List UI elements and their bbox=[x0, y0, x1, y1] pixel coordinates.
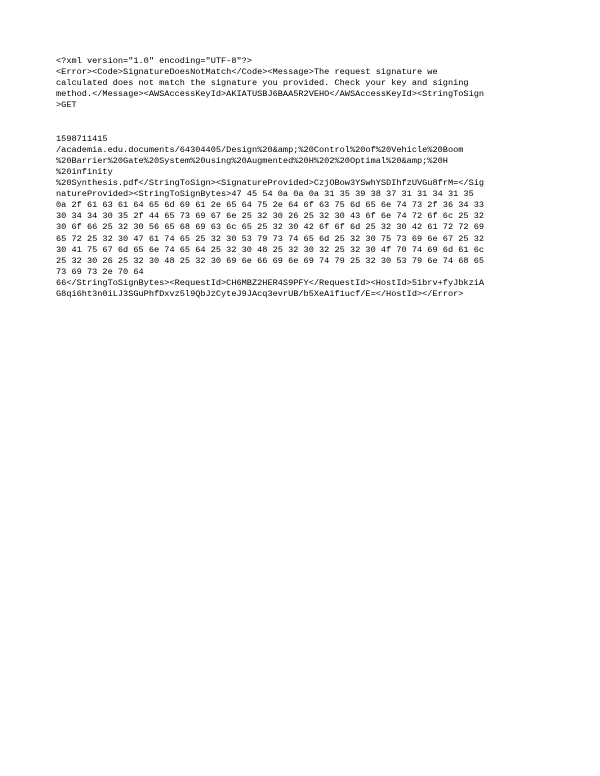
error-text-line: %20Barrier%20Gate%20System%20using%20Augmented%20H%202%20Optimal%20&amp;%20H bbox=[56, 155, 448, 166]
error-text-line: 66</StringToSignBytes><RequestId>CH6MBZ2HER4S9PFY</RequestId><HostId>51brv+fyJbkziA bbox=[56, 277, 485, 288]
error-text-line: natureProvided><StringToSignBytes>47 45 54 0a 0a 0a 31 35 39 38 37 31 31 34 31 35 bbox=[56, 189, 474, 200]
blank-line bbox=[56, 123, 556, 134]
hex-bytes-line: 25 32 30 26 25 32 30 48 25 32 30 69 6e 66 69 6e 69 74 79 25 32 30 53 79 6e 74 68 65 bbox=[56, 255, 485, 266]
xml-declaration-line: <?xml version="1.0" encoding="UTF-8"?> bbox=[56, 56, 252, 66]
error-text-line: /academia.edu.documents/64304405/Design%20&amp;%20Control%20of%20Vehicle%20Boom bbox=[56, 144, 464, 155]
hex-bytes-line: 30 6f 66 25 32 30 56 65 68 69 63 6c 65 25 32 30 42 6f 6f 6d 25 32 30 42 61 72 72 69 bbox=[56, 222, 485, 233]
error-text-line: method.</Message><AWSAccessKeyId>AKIATUSBJ6BAA5R2VEHO</AWSAccessKeyId><StringToSign bbox=[56, 89, 485, 100]
hex-bytes-line: 73 69 73 2e 70 64 bbox=[56, 266, 144, 277]
blank-line bbox=[56, 111, 556, 122]
error-text-line: G8qi6ht3n0iLJ3SGuPhfDxvz5l9QbJzCyteJ9JAcq3evrUB/b5XeAif1ucf/E=</HostId></Error> bbox=[56, 288, 464, 299]
hex-bytes-line: 0a 2f 61 63 61 64 65 6d 69 61 2e 65 64 75 2e 64 6f 63 75 6d 65 6e 74 73 2f 36 34 33 bbox=[56, 200, 485, 211]
error-text-line: calculated does not match the signature you provided. Check your key and signing bbox=[56, 78, 469, 89]
hex-bytes-line: 30 34 34 30 35 2f 44 65 73 69 67 6e 25 32 30 26 25 32 30 43 6f 6e 74 72 6f 6c 25 32 bbox=[56, 211, 485, 222]
error-text-line: <Error><Code>SignatureDoesNotMatch</Code><Message>The request signature we bbox=[56, 67, 438, 78]
hex-bytes-line: 65 72 25 32 30 47 61 74 65 25 32 30 53 79 73 74 65 6d 25 32 30 75 73 69 6e 67 25 32 bbox=[56, 233, 485, 244]
error-text-line: %20infinity bbox=[56, 166, 113, 177]
hex-bytes-line: 30 41 75 67 6d 65 6e 74 65 64 25 32 30 48 25 32 30 32 25 32 30 4f 70 74 69 6d 61 6c bbox=[56, 244, 485, 255]
xml-error-document bbox=[56, 56, 556, 300]
error-text-line: >GET bbox=[56, 100, 77, 111]
error-text-line: 1598711415 bbox=[56, 133, 108, 144]
error-text-line: %20Synthesis.pdf</StringToSign><SignatureProvided>CzjOBow3YSwhYSDIhfzUVGu8frM=</Sig bbox=[56, 178, 485, 189]
